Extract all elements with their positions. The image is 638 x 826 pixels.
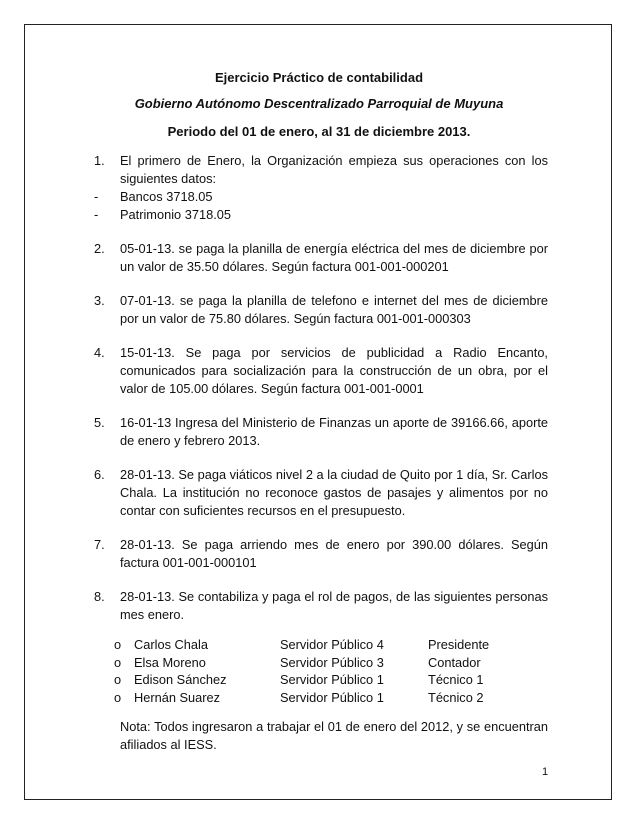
list-item (94, 588, 548, 624)
staff-grade: Servidor Público 3 (280, 654, 384, 670)
bullet-marker: o (114, 689, 122, 705)
opening-text: Patrimonio 3718.05 (120, 207, 231, 222)
list-item (94, 414, 548, 450)
staff-grade: Servidor Público 1 (280, 672, 384, 687)
list-item (94, 292, 548, 328)
opening-balances (94, 188, 548, 224)
dash-marker: - (94, 207, 99, 222)
staff-grade: Servidor Público 1 (280, 689, 384, 705)
staff-name: Edison Sánchez (134, 672, 227, 687)
item-text: 07-01-13. se paga la planilla de telefono e internet del mes de diciembre por un valor de 75.80 dólares. Según factura 001-001-000303 (120, 293, 548, 326)
item-text: 28-01-13. Se paga viáticos nivel 2 a la ciudad de Quito por 1 día, Sr. Carlos Chala. La institución no reconoce gastos de pasajes y alimentos por no contar con suficientes recursos en el presupuesto. (120, 467, 548, 518)
list-item (94, 536, 548, 572)
opening-text: Bancos 3718.05 (120, 189, 213, 204)
item-text: El primero de Enero, la Organización empieza sus operaciones con los siguientes datos: (120, 153, 548, 186)
item-number: 6. (94, 467, 105, 482)
item-number: 5. (94, 415, 105, 430)
list-item (94, 466, 548, 520)
opening-line (94, 188, 548, 206)
document-title: Ejercicio Práctico de contabilidad (214, 70, 424, 85)
staff-grade: Servidor Público 4 (280, 637, 384, 652)
dash-marker: - (94, 189, 99, 204)
opening-line (94, 206, 548, 224)
item-number: 4. (94, 345, 105, 360)
item-number: 2. (94, 241, 105, 256)
exercise-list (94, 152, 548, 754)
period-line: Periodo del 01 de enero, al 31 de diciembre 2013. (167, 124, 471, 139)
staff-role: Presidente (428, 637, 490, 652)
item-number: 1. (94, 153, 105, 168)
list-item (94, 344, 548, 398)
staff-role: Técnico 2 (428, 689, 484, 705)
item-number: 7. (94, 537, 105, 552)
bullet-marker: o (114, 654, 122, 670)
list-item (94, 240, 548, 276)
staff-name: Carlos Chala (134, 637, 208, 652)
staff-name: Hernán Suarez (134, 689, 221, 705)
item-text: 15-01-13. Se paga por servicios de publicidad a Radio Encanto, comunicados para socialización para la construcción de un obra, por el valor de 105.00 dólares. Según factura 001-001-0001 (120, 345, 548, 396)
item-number: 3. (94, 293, 105, 308)
institution-name: Gobierno Autónomo Descentralizado Parroquial de Muyuna (134, 96, 504, 111)
item-text: 28-01-13. Se paga arriendo mes de enero por 390.00 dólares. Según factura 001-001-000101 (120, 537, 548, 570)
bullet-marker: o (114, 672, 122, 687)
item-number: 8. (94, 589, 105, 604)
item-text: 28-01-13. Se contabiliza y paga el rol de pagos, de las siguientes personas mes enero. (120, 589, 548, 622)
staff-row (114, 671, 548, 689)
item-text: 05-01-13. se paga la planilla de energía eléctrica del mes de diciembre por un valor de 35.50 dólares. Según factura 001-001-000201 (120, 241, 548, 274)
iess-note: Nota: Todos ingresaron a trabajar el 01 de enero del 2012, y se encuentran afiliados al IESS. (120, 719, 548, 752)
staff-row (114, 654, 548, 672)
item-text: 16-01-13 Ingresa del Ministerio de Finanzas un aporte de 39166.66, aporte de enero y febrero 2013. (120, 415, 548, 448)
list-item (94, 152, 548, 224)
staff-row (114, 636, 548, 654)
staff-role: Técnico 1 (428, 672, 484, 687)
bullet-marker: o (114, 637, 122, 652)
staff-name: Elsa Moreno (134, 654, 206, 670)
staff-row (114, 689, 548, 707)
page-number: 1 (542, 766, 549, 778)
staff-role: Contador (428, 654, 481, 670)
staff-table (114, 636, 548, 706)
